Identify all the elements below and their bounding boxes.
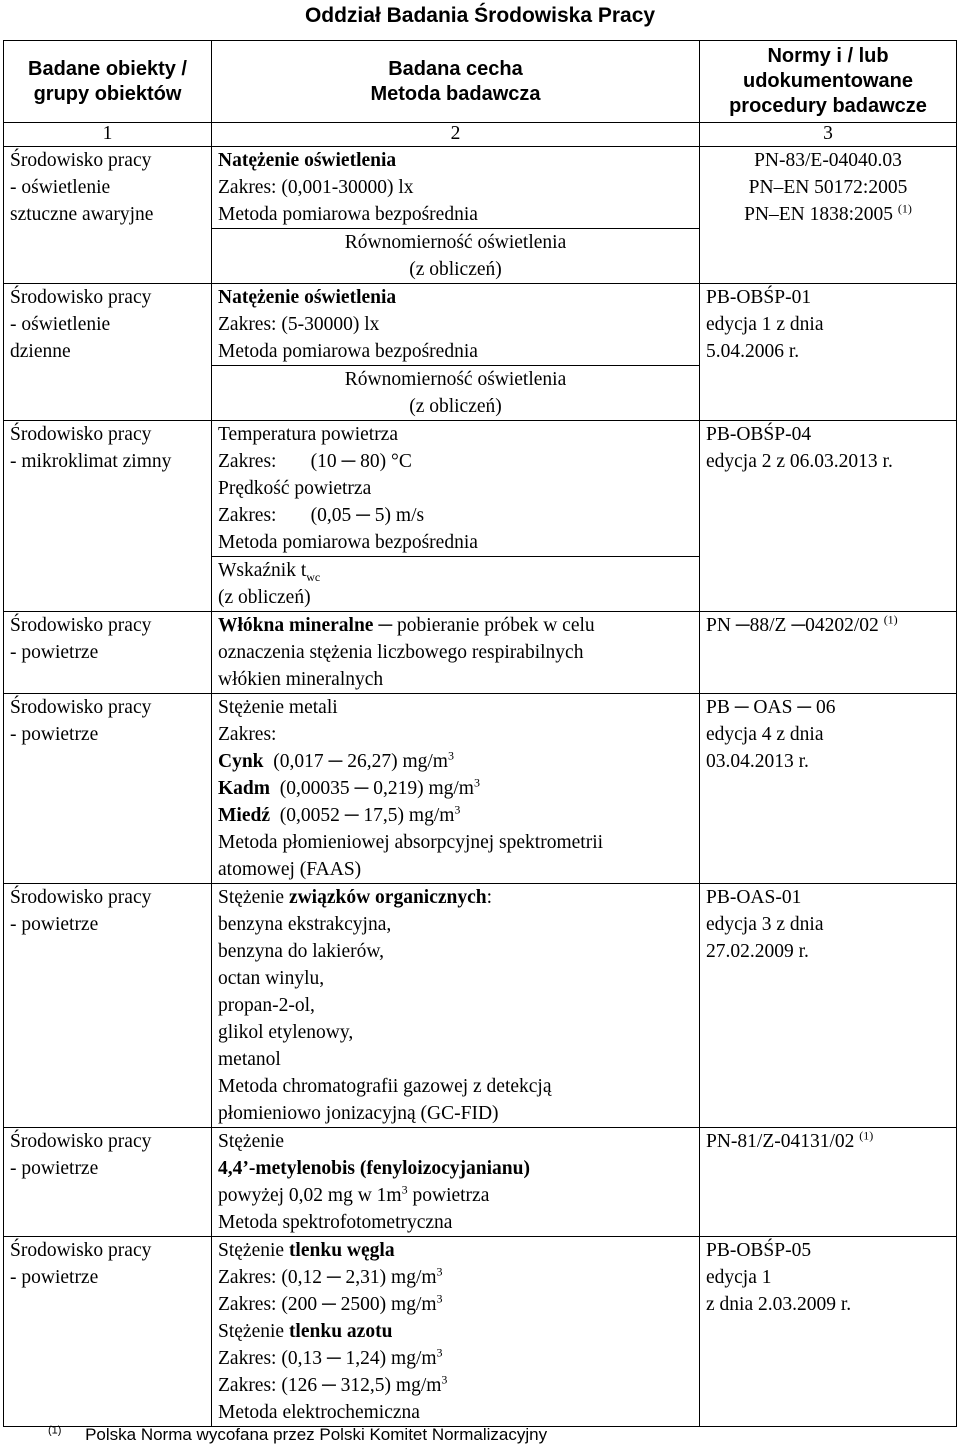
object-cell: Środowisko pracy - powietrze xyxy=(4,1237,212,1427)
norms-cell: PN-83/E-04040.03 PN–EN 50172:2005 PN–EN 1838:2005 $^{(1)}$ xyxy=(700,147,957,229)
header-objects: Badane obiekty / grupy obiektów xyxy=(4,41,212,123)
object-cell: Środowisko pracy - powietrze xyxy=(4,884,212,1128)
table-row xyxy=(4,1128,957,1237)
calc-cell: Równomierność oświetlenia (z obliczeń) xyxy=(212,366,700,421)
table-row xyxy=(4,1237,957,1427)
object-cell: Środowisko pracy - powietrze xyxy=(4,1128,212,1237)
feature-cell: Stężenie metali Zakres: Cynk (0,017 ─ 26,27) $mg/m^3$ Kadm (0,00035 ─ 0,219) $mg/m^3$ Miedź (0,0052 ─ 17,5) $mg/m^3$ Metoda płomieniowej absorpcyjnej spektrometrii atomowej (FAAS) xyxy=(212,694,700,884)
table-row xyxy=(4,884,957,1128)
object-cell: Środowisko pracy - mikroklimat zimny xyxy=(4,421,212,612)
table-row xyxy=(4,421,957,557)
norms-cell: PN ─88/Z ─04202/02 $^{(1)}$ xyxy=(700,612,957,694)
column-number-row xyxy=(4,123,957,147)
object-cell: Środowisko pracy - oświetlenie dzienne xyxy=(4,284,212,421)
column-number-3: 3 xyxy=(700,123,957,147)
footnote xyxy=(48,1425,547,1445)
table-row xyxy=(4,284,957,366)
footnote-mark: (1) xyxy=(48,1424,62,1437)
column-number-1: 1 xyxy=(4,123,212,147)
object-cell: Środowisko pracy - oświetlenie sztuczne awaryjne xyxy=(4,147,212,284)
table-row xyxy=(4,147,957,229)
feature-cell: Natężenie oświetlenia Zakres: (0,001-30000) lx Metoda pomiarowa bezpośrednia xyxy=(212,147,700,229)
page-title: Oddział Badania Środowiska Pracy xyxy=(304,4,656,27)
footnote-mark: (1) xyxy=(897,201,912,216)
calc-cell: Równomierność oświetlenia (z obliczeń) xyxy=(212,229,700,284)
accreditation-table xyxy=(3,40,957,1427)
feature-cell: Stężenie 4,4’-metylenobis (fenyloizocyjanianu) powyżej 0,02 mg w $1m^3$ powietrza Metoda spektrofotometryczna xyxy=(212,1128,700,1237)
norms-cell: PB-OBŚP-01 edycja 1 z dnia 5.04.2006 r. xyxy=(700,284,957,421)
table-header-row xyxy=(4,41,957,123)
object-cell: Środowisko pracy - powietrze xyxy=(4,612,212,694)
feature-cell: Włókna mineralne ─ pobieranie próbek w celu oznaczenia stężenia liczbowego respirabilnych włókien mineralnych xyxy=(212,612,700,694)
footnote-mark: (1) xyxy=(859,1128,874,1143)
footnote-mark: (1) xyxy=(883,612,898,627)
norms-cell: PB-OAS-01 edycja 3 z dnia 27.02.2009 r. xyxy=(700,884,957,1128)
table-row xyxy=(4,694,957,884)
feature-cell: Stężenie tlenku węgla Zakres: (0,12 ─ 2,31) $mg/m^3$ Zakres: (200 ─ 2500) $mg/m^3$ Stężenie tlenku azotu Zakres: (0,13 ─ 1,24) $mg/m^3$ Zakres: (126 ─ 312,5) $mg/m^3$ Metoda elektrochemiczna xyxy=(212,1237,700,1427)
header-feature: Badana cecha Metoda badawcza xyxy=(212,41,700,123)
norms-cell: PN-81/Z-04131/02 $^{(1)}$ xyxy=(700,1128,957,1237)
feature-cell: Temperatura powietrza Zakres: (10 ─ 80) °C Prędkość powietrza Zakres: (0,05 ─ 5) m/s Metoda pomiarowa bezpośrednia xyxy=(212,421,700,557)
header-norms: Normy i / lub udokumentowane procedury badawcze xyxy=(700,41,957,123)
calc-cell: Wskaźnik $t_{wc}$ (z obliczeń) xyxy=(212,557,700,612)
norms-cell: PB-OBŚP-04 edycja 2 z 06.03.2013 r. xyxy=(700,421,957,612)
table-row xyxy=(4,612,957,694)
object-cell: Środowisko pracy - powietrze xyxy=(4,694,212,884)
norms-cell: PB ─ OAS ─ 06 edycja 4 z dnia 03.04.2013 r. xyxy=(700,694,957,884)
norms-cell-empty xyxy=(700,229,957,284)
feature-cell: Natężenie oświetlenia Zakres: (5-30000) lx Metoda pomiarowa bezpośrednia xyxy=(212,284,700,366)
norms-cell: PB-OBŚP-05 edycja 1 z dnia 2.03.2009 r. xyxy=(700,1237,957,1427)
footnote-text: Polska Norma wycofana przez Polski Komitet Normalizacyjny xyxy=(85,1425,548,1444)
column-number-2: 2 xyxy=(212,123,700,147)
feature-cell: Stężenie związków organicznych: benzyna ekstrakcyjna, benzyna do lakierów, octan winylu, propan-2-ol, glikol etylenowy, metanol Metoda chromatografii gazowej z detekcją płomieniowo jonizacyjną (GC-FID) xyxy=(212,884,700,1128)
